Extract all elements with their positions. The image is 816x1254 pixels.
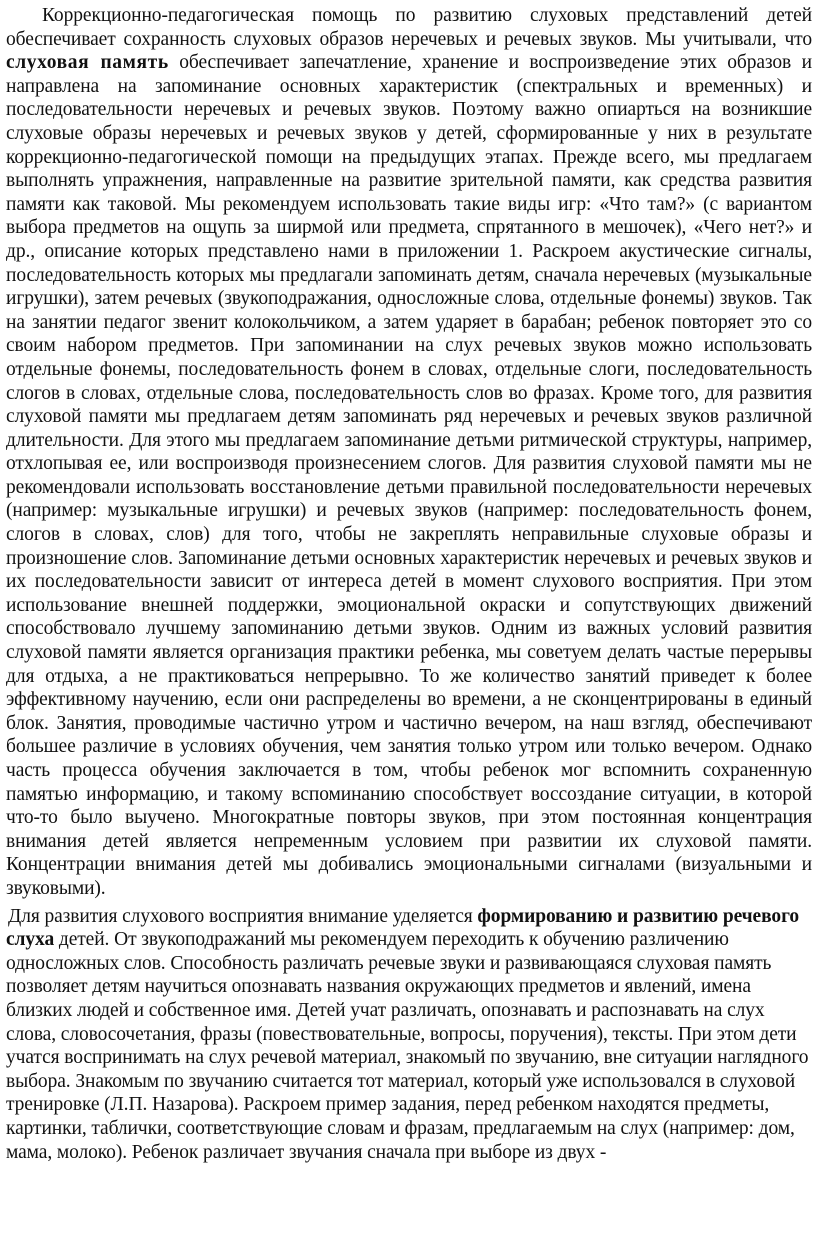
paragraph-2-text-a: Для развития слухового восприятия внимание уделяется: [8, 905, 478, 927]
term-auditory-memory: слуховая память: [6, 52, 169, 74]
paragraph-speech-hearing: [6, 905, 812, 1165]
paragraph-auditory-memory: [6, 4, 812, 901]
paragraph-2-text-b: детей. От звукоподражаний мы рекомендуем переходить к обучению различению односложных слов. Способность различать речевые звуки и развивающаяся слуховая память позволяет детям научиться опознавать названия окружающих предметов и явлений, имена близких людей и собственное имя. Детей учат различать, опознавать и распознавать на слух слова, словосочетания, фразы (повествовательные, вопросы, поручения), тексты. При этом дети учатся воспринимать на слух речевой материал, знакомый по звучанию, вне ситуации наглядного выбора. Знакомым по звучанию считается тот материал, который уже использовался в слуховой тренировке (Л.П. Назарова). Раскроем пример задания, перед ребенком находятся предметы, картинки, таблички, соответствующие словам и фразам, предлагаемым на слух (например: дом, мама, молоко). Ребенок различает звучания сначала при выборе из двух -: [6, 929, 809, 1163]
term-speech-hearing: формированию и развитию речевого слуха: [6, 905, 799, 951]
paragraph-1-text-a: Коррекционно-педагогическая помощь по развитию слуховых представлений детей обеспечивает сохранность слуховых образов неречевых и речевых звуков. Мы учитывали, что: [6, 5, 812, 50]
paragraph-1-text-b: обеспечивает запечатление, хранение и воспроизведение этих образов и направлена на запоминание основных характеристик (спектральных и временных) и последовательности неречевых и речевых звуков. Поэтому важно опиарться на возникшие слуховые образы неречевых и речевых звуков у детей, сформированные у них в результате коррекционно-педагогической помощи на предыдущих этапах. Прежде всего, мы предлагаем выполнять упражнения, направленные на развитие зрительной памяти, как средства развития памяти как таковой. Мы рекомендуем использовать такие виды игр: «Что там?» (с вариантом выбора предметов на ощупь за ширмой или предмета, спрятанного в мешочек), «Чего нет?» и др., описание которых представлено нами в приложении 1. Раскроем акустические сигналы, последовательность которых мы предлагали запоминать детям, сначала неречевых (музыкальные игрушки), затем речевых (звукоподражания, односложные слова, отдельные фонемы) звуков. Так на занятии педагог звенит колокольчиком, а затем ударяет в барабан; ребенок повторяет это со своим набором предметов. При запоминании на слух речевых звуков можно использовать отдельные фонемы, последовательность фонем в словах, отдельные слоги, последовательность слогов в словах, отдельные слова, последовательность слов во фразах. Кроме того, для развития слуховой памяти мы предлагаем детям запоминать ряд неречевых и речевых звуков различной длительности. Для этого мы предлагаем запоминание детьми ритмической структуры, например, отхлопывая ее, или воспроизводя произнесением слогов. Для развития слуховой памяти мы не рекомендовали использовать восстановление детьми правильной последовательности неречевых (например: музыкальные игрушки) и речевых звуков (например: последовательность фонем, слогов в словах, слов) для того, чтобы не закреплять неправильные слуховые образы и произношение слов. Запоминание детьми основных характеристик неречевых и речевых звуков и их последовательности зависит от интереса детей в момент слухового восприятия. При этом использование внешней поддержки, эмоциональной окраски и сопутствующих движений способствовало лучшему запоминанию детьми звуков. Одним из важных условий развития слуховой памяти является организация практики ребенка, мы советуем делать частые перерывы для отдыха, а не практиковаться непрерывно. То же количество занятий приведет к более эффективному научению, если они распределены во времени, а не сконцентрированы в единый блок. Занятия, проводимые частично утром и частично вечером, на наш взгляд, обеспечивают большее различие в условиях обучения, чем занятия только утром или только вечером. Однако часть процесса обучения заключается в том, чтобы ребенок мог вспомнить сохраненную памятью информацию, и такому вспоминанию способствует воссоздание ситуации, в которой что-то было выучено. Многократные повторы звуков, при этом постоянная концентрация внимания детей является непременным условием при развитии их слуховой памяти. Концентрации внимания детей мы добивались эмоциональными сигналами (визуальными и звуковыми).: [6, 52, 812, 899]
